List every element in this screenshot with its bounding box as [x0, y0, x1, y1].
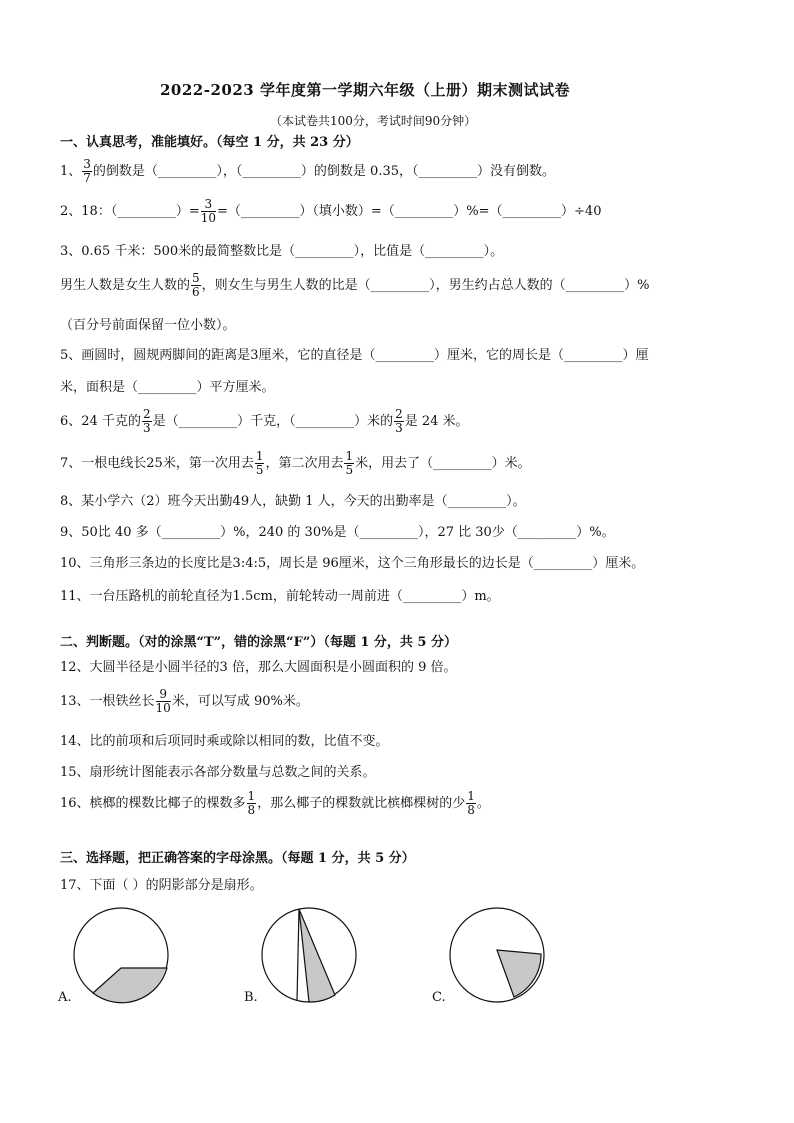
fraction: $\frac{2}{3}$ [395, 407, 403, 435]
question-5-line-2: 米，面积是（_________）平方厘米。 [60, 380, 275, 395]
fraction: $\frac{1}{5}$ [345, 449, 354, 477]
option-a-label: A. [58, 990, 72, 1005]
question-4: 男生人数是女生人数的 $\frac{5}{6}$ ，则女生与男生人数的比是（_________），男生约占总人数的（_________）% [60, 271, 650, 299]
question-10: 10、三角形三条边的长度比是3:4:5，周长是 96厘米，这个三角形最长的边长是（_________）厘米。 [60, 556, 645, 571]
question-12: 12、大圆半径是小圆半径的3 倍，那么大圆面积是小圆面积的 9 倍。 [60, 660, 457, 675]
question-17: 17、下面（ ）的阴影部分是扇形。 [60, 878, 263, 893]
question-6: 6、24 千克的 $\frac{2}{3}$ 是（_________）千克，（_________）米的 $\frac{2}{3}$ 是 24 米。 [60, 407, 469, 435]
section-2-heading: 二、判断题。（对的涂黑“T”，错的涂黑“F”）（每题 1 分，共 5 分） [60, 635, 458, 650]
section-3-heading: 三、选择题，把正确答案的字母涂黑。（每题 1 分，共 5 分） [60, 851, 415, 866]
fraction: $\frac{3}{10}$ [200, 197, 216, 225]
fraction: $\frac{1}{5}$ [255, 449, 264, 477]
circle-figure-c [442, 900, 552, 1010]
fraction: $\frac{1}{8}$ [467, 789, 475, 817]
question-8: 8、某小学六（2）班今天出勤49人，缺勤 1 人，今天的出勤率是（_________）。 [60, 494, 526, 509]
question-14: 14、比的前项和后项同时乘或除以相同的数，比值不变。 [60, 734, 389, 749]
option-b-label: B. [244, 990, 258, 1005]
question-13: 13、一根铁丝长 $\frac{9}{10}$ 米，可以写成 90%米。 [60, 687, 309, 715]
exam-info: （本试卷共100分，考试时间90分钟） [270, 114, 477, 128]
fraction: $\frac{9}{10}$ [155, 687, 171, 715]
option-c-label: C. [432, 990, 446, 1005]
question-1: 1、 $\frac{3}{7}$ 的倒数是（_________），（_________）的倒数是 0.35，（_________）没有倒数。 [60, 157, 555, 185]
fraction: $\frac{3}{7}$ [83, 157, 91, 185]
question-4-note: （百分号前面保留一位小数）。 [60, 318, 236, 333]
fraction: $\frac{5}{6}$ [192, 271, 200, 299]
question-9: 9、50比 40 多（_________）%，240 的 30%是（_________），27 比 30少（_________）%。 [60, 525, 615, 540]
question-15: 15、扇形统计图能表示各部分数量与总数之间的关系。 [60, 765, 376, 780]
question-7: 7、一根电线长25米，第一次用去 $\frac{1}{5}$ ，第二次用去 $\frac{1}{5}$ 米，用去了（_________）米。 [60, 449, 531, 477]
question-3: 3、0.65 千米：500米的最简整数比是（_________），比值是（_________）。 [60, 244, 504, 259]
question-5-line-1: 5、画圆时，圆规两脚间的距离是3厘米，它的直径是（_________）厘米，它的周长是（_________）厘 [60, 348, 649, 363]
question-16: 16、槟榔的棵数比椰子的棵数多 $\frac{1}{8}$ ，那么椰子的棵数就比槟榔棵树的少 $\frac{1}{8}$ 。 [60, 789, 490, 817]
fraction: $\frac{2}{3}$ [142, 407, 151, 435]
page-title: 2022-2023 学年度第一学期六年级（上册）期末测试试卷 [160, 81, 570, 99]
fraction: $\frac{1}{8}$ [247, 789, 256, 817]
circle-figure-b [254, 900, 364, 1010]
section-1-heading: 一、认真思考，准能填好。（每空 1 分，共 23 分） [60, 135, 359, 150]
circle-figure-a [66, 900, 176, 1010]
question-2: 2、18：（_________）= $\frac{3}{10}$ =（_________）（填小数）=（_________）%=（_________）÷40 [60, 197, 602, 225]
question-11: 11、一台压路机的前轮直径为1.5cm，前轮转动一周前进（_________）m。 [60, 589, 500, 604]
